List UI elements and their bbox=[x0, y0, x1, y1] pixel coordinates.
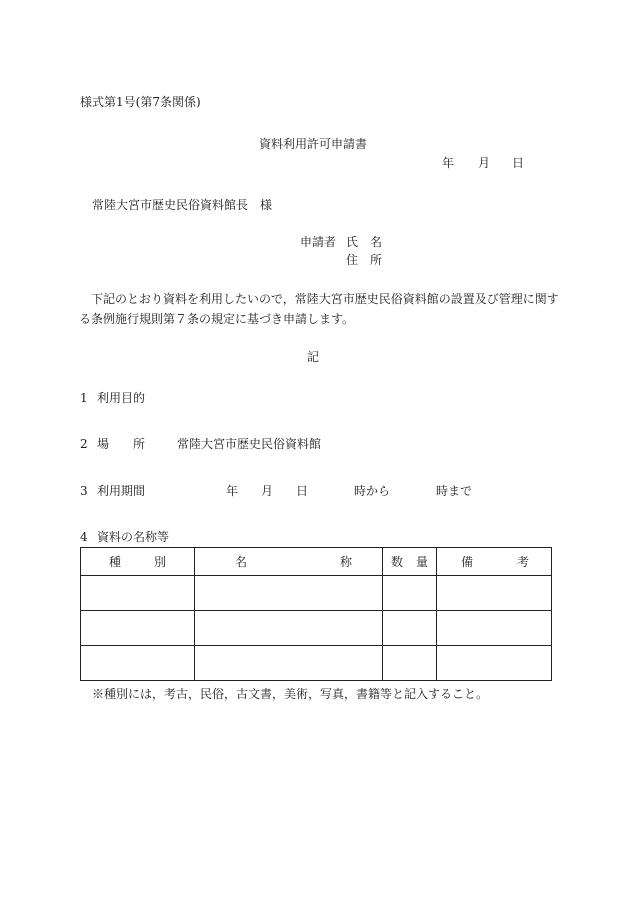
table-cell-remarks[interactable] bbox=[437, 576, 552, 611]
table-cell-type[interactable] bbox=[81, 576, 195, 611]
table-cell-remarks[interactable] bbox=[437, 646, 552, 681]
materials-table bbox=[80, 547, 552, 681]
table-cell-type[interactable] bbox=[81, 646, 195, 681]
form-title: 資料利用許可申請書 bbox=[259, 137, 368, 151]
header-quantity-char: 量 bbox=[415, 555, 428, 569]
item2-number: 2 bbox=[80, 437, 88, 451]
item4-number: 4 bbox=[80, 530, 88, 544]
table-cell-quantity[interactable] bbox=[383, 646, 437, 681]
header-type-char: 別 bbox=[153, 555, 166, 569]
table-row bbox=[81, 646, 552, 681]
item2-value: 常陸大宮市歴史民俗資料館 bbox=[177, 437, 322, 451]
applicant-name-label: 氏 名 bbox=[346, 235, 383, 249]
date-month-label: 月 bbox=[478, 156, 491, 170]
table-cell-name[interactable] bbox=[195, 611, 383, 646]
applicant-address-label: 住 所 bbox=[346, 253, 383, 267]
header-quantity-char: 数 bbox=[391, 555, 404, 569]
date-day-label: 日 bbox=[512, 156, 525, 170]
body-text-line1: 下記のとおり資料を利用したいので，常陸大宮市歴史民俗資料館の設置及び管理に関す bbox=[91, 292, 559, 306]
header-name bbox=[195, 548, 383, 576]
applicant-label: 申請者 bbox=[300, 235, 337, 249]
header-remarks-char: 備 bbox=[461, 555, 474, 569]
table-cell-quantity[interactable] bbox=[383, 576, 437, 611]
header-quantity bbox=[383, 548, 437, 576]
header-remarks bbox=[437, 548, 552, 576]
form-number: 様式第1号(第7条関係) bbox=[80, 95, 201, 109]
header-type-char: 種 bbox=[109, 555, 122, 569]
item1-label: 利用目的 bbox=[97, 391, 146, 405]
item3-day-label: 日 bbox=[296, 484, 309, 498]
table-cell-name[interactable] bbox=[195, 576, 383, 611]
table-cell-remarks[interactable] bbox=[437, 611, 552, 646]
table-row bbox=[81, 576, 552, 611]
table-row bbox=[81, 611, 552, 646]
item4-label: 資料の名称等 bbox=[97, 530, 170, 544]
item3-month-label: 月 bbox=[261, 484, 274, 498]
header-type bbox=[81, 548, 195, 576]
ki-heading: 記 bbox=[307, 350, 320, 364]
item3-label: 利用期間 bbox=[97, 484, 146, 498]
date-year-label: 年 bbox=[442, 156, 455, 170]
table-cell-quantity[interactable] bbox=[383, 611, 437, 646]
item3-year-label: 年 bbox=[226, 484, 239, 498]
item2-label: 場 所 bbox=[97, 437, 146, 451]
item3-from-label: 時から bbox=[354, 484, 391, 498]
table-header-row bbox=[81, 548, 552, 576]
header-name-char: 称 bbox=[339, 555, 352, 569]
item1-number: 1 bbox=[80, 391, 88, 405]
item3-number: 3 bbox=[80, 484, 88, 498]
header-name-char: 名 bbox=[235, 555, 248, 569]
table-cell-type[interactable] bbox=[81, 611, 195, 646]
item3-to-label: 時まで bbox=[436, 484, 473, 498]
table-cell-name[interactable] bbox=[195, 646, 383, 681]
body-text-line2: る条例施行規則第７条の規定に基づき申請します。 bbox=[79, 312, 355, 326]
addressee: 常陸大宮市歴史民俗資料館長 様 bbox=[92, 198, 273, 212]
table-note: ※種別には，考古，民俗，古文書，美術，写真，書籍等と記入すること。 bbox=[92, 687, 489, 701]
header-remarks-char: 考 bbox=[516, 555, 529, 569]
